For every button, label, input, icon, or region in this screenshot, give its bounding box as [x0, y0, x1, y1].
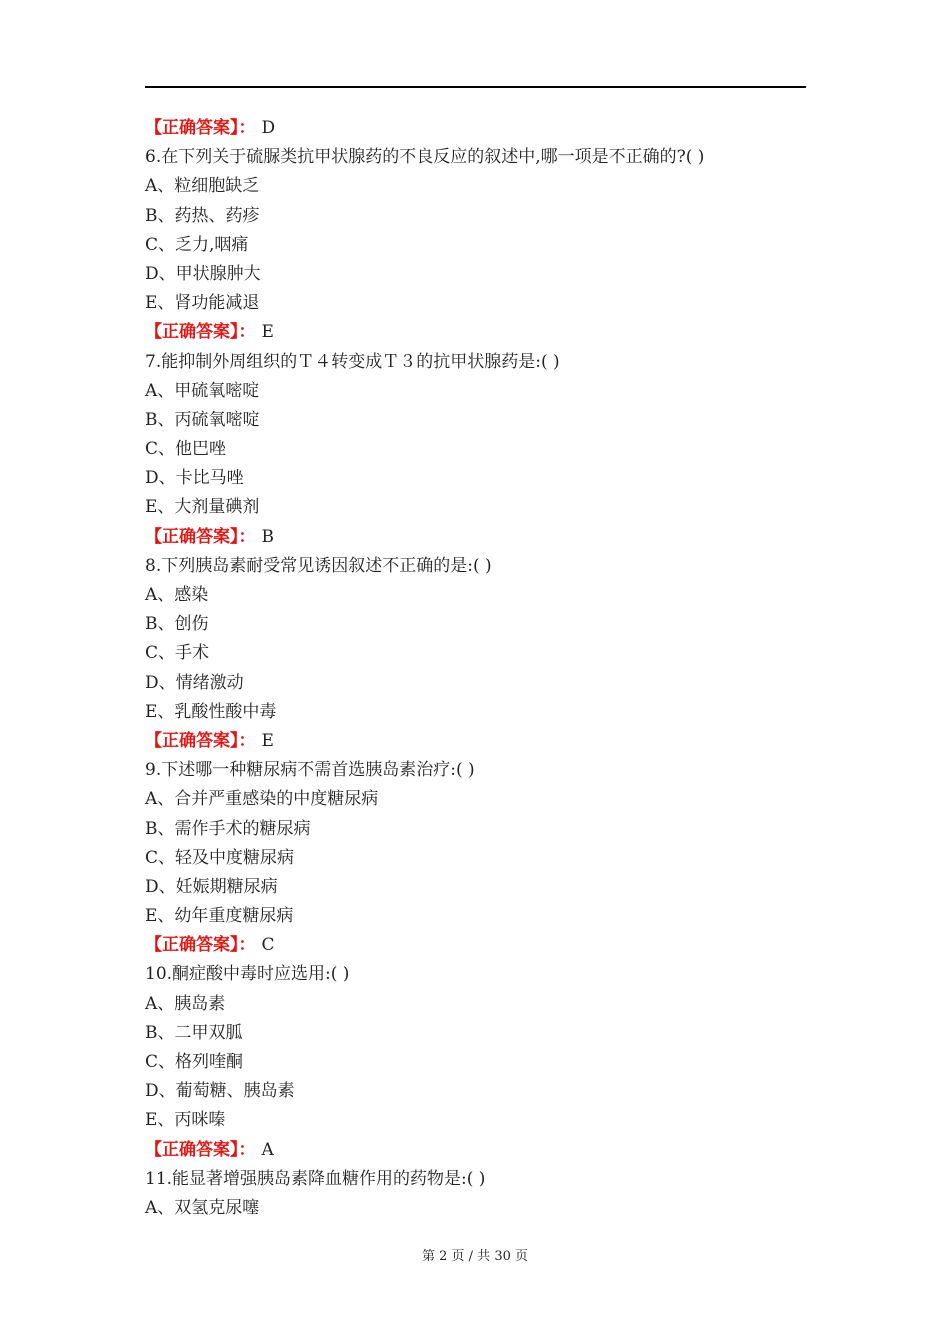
answer-label: 【正确答案】	[145, 935, 239, 956]
page-footer	[0, 1245, 950, 1264]
answer-value: E	[261, 730, 274, 751]
option-item: C、格列喹酮	[145, 1052, 244, 1072]
answer-value: B	[261, 526, 274, 547]
question-text: 11.能显著增强胰岛素降血糖作用的药物是:( )	[145, 1168, 486, 1189]
answer-label: 【正确答案】	[145, 118, 239, 138]
answer-colon: ：	[238, 1139, 256, 1160]
answer-line	[145, 318, 806, 347]
answer-colon: ：	[238, 118, 256, 138]
answer-colon: ：	[238, 730, 256, 751]
answer-value: A	[261, 1139, 274, 1160]
answer-label: 【正确答案】	[145, 526, 239, 547]
option-item: B、药热、药疹	[145, 205, 260, 226]
option-item: A、合并严重感染的中度糖尿病	[145, 789, 379, 810]
option-item: A、粒细胞缺乏	[145, 176, 260, 197]
answer-label: 【正确答案】	[145, 322, 239, 343]
answer-line	[145, 931, 806, 960]
option-item: A、胰岛素	[145, 993, 226, 1014]
option-item: C、轻及中度糖尿病	[145, 847, 295, 868]
page-number: 第 2 页 / 共 30 页	[422, 1249, 528, 1264]
answer-value: E	[261, 322, 274, 343]
header-rule	[145, 86, 806, 88]
option-item: E、乳酸性酸中毒	[145, 701, 277, 722]
answer-label: 【正确答案】	[145, 1139, 239, 1160]
answer-line	[145, 1136, 806, 1165]
answer-line	[145, 727, 806, 756]
answer-colon: ：	[238, 526, 256, 547]
option-item: D、妊娠期糖尿病	[145, 876, 278, 897]
option-item: B、需作手术的糖尿病	[145, 818, 311, 839]
option-item: B、二甲双胍	[145, 1022, 243, 1043]
option-item: B、创伤	[145, 614, 209, 635]
page-content	[145, 114, 806, 1223]
question-text: 7.能抑制外周组织的Ｔ４转变成Ｔ３的抗甲状腺药是:( )	[145, 351, 560, 372]
option-item: C、手术	[145, 643, 210, 664]
option-item: E、丙咪嗪	[145, 1110, 226, 1131]
option-item: A、甲硫氧嘧啶	[145, 380, 260, 401]
option-item: E、幼年重度糖尿病	[145, 906, 294, 927]
answer-colon: ：	[238, 322, 256, 343]
option-item: D、甲状腺肿大	[145, 263, 261, 284]
question-text: 10.酮症酸中毒时应选用:( )	[145, 964, 350, 985]
option-item: C、他巴唑	[145, 439, 227, 460]
answer-line	[145, 114, 806, 143]
option-item: B、丙硫氧嘧啶	[145, 409, 260, 430]
option-item: E、大剂量碘剂	[145, 497, 260, 518]
answer-value: D	[261, 118, 276, 138]
answer-colon: ：	[238, 935, 256, 956]
answer-label: 【正确答案】	[145, 730, 239, 751]
option-item: D、葡萄糖、胰岛素	[145, 1081, 295, 1102]
option-item: D、情绪激动	[145, 672, 244, 693]
option-item: E、肾功能减退	[145, 293, 260, 314]
question-text: 9.下述哪一种糖尿病不需首选胰岛素治疗:( )	[145, 760, 475, 781]
option-item: D、卡比马唑	[145, 468, 244, 489]
answer-value: C	[261, 935, 275, 956]
option-item: A、感染	[145, 585, 209, 605]
option-item: A、双氢克尿噻	[145, 1197, 260, 1218]
answer-line	[145, 523, 806, 552]
question-text: 8.下列胰岛素耐受常见诱因叙述不正确的是:( )	[145, 555, 492, 576]
question-text: 6.在下列关于硫脲类抗甲状腺药的不良反应的叙述中,哪一项是不正确的?( )	[145, 147, 705, 168]
option-item: C、乏力,咽痛	[145, 234, 249, 255]
